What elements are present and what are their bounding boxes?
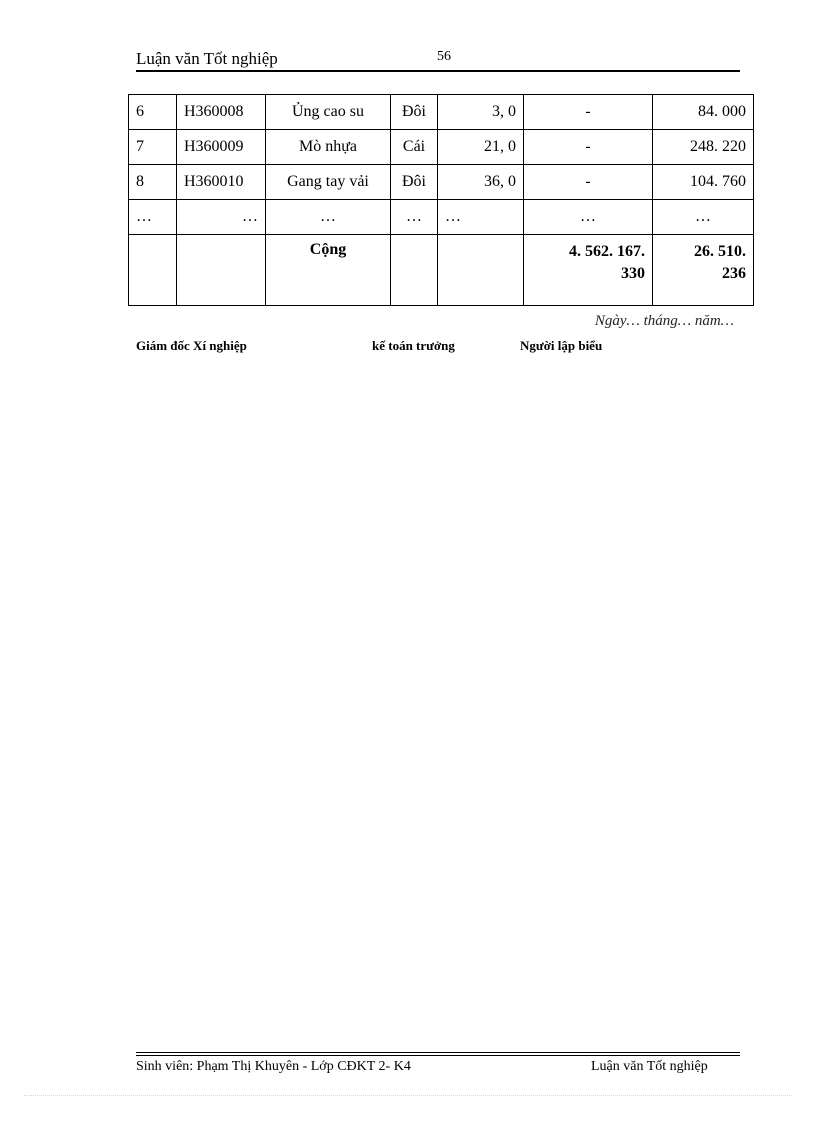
table-row xyxy=(129,130,754,165)
cell-value-b: 248. 220 xyxy=(653,130,754,165)
footer-rule xyxy=(136,1055,740,1056)
date-line: Ngày… tháng… năm… xyxy=(594,313,734,329)
cell-quantity: 36, 0 xyxy=(438,165,524,200)
cell-unit: Cái xyxy=(391,130,438,165)
footer-rule xyxy=(136,1052,740,1053)
signature-chief-accountant: kế toán trưởng xyxy=(372,338,455,353)
cell-empty xyxy=(129,235,177,306)
cell-ellipsis: … xyxy=(524,200,653,235)
total-row xyxy=(129,235,754,306)
total-value-a-line1: 4. 562. 167. xyxy=(569,243,645,260)
cell-ellipsis: … xyxy=(266,200,391,235)
table-row xyxy=(129,165,754,200)
total-value-b-line2: 236 xyxy=(722,265,746,282)
total-value-a-line2: 330 xyxy=(621,265,645,282)
cell-ellipsis: … xyxy=(129,200,177,235)
cell-empty xyxy=(438,235,524,306)
cell-code: H360008 xyxy=(177,95,266,130)
cell-ellipsis: … xyxy=(653,200,754,235)
cell-item-name: Gang tay vải xyxy=(266,165,391,200)
total-value-b xyxy=(653,235,754,306)
cell-index: 7 xyxy=(129,130,177,165)
cell-code: H360010 xyxy=(177,165,266,200)
page-number: 56 xyxy=(437,49,451,64)
cell-code: H360009 xyxy=(177,130,266,165)
table-row-ellipsis xyxy=(129,200,754,235)
cell-value-a: - xyxy=(524,130,653,165)
cell-value-a: - xyxy=(524,165,653,200)
page-edge xyxy=(24,1095,792,1096)
cell-value-a: - xyxy=(524,95,653,130)
cell-ellipsis: … xyxy=(177,200,266,235)
total-value-b-line1: 26. 510. xyxy=(694,243,746,260)
cell-value-b: 104. 760 xyxy=(653,165,754,200)
cell-quantity: 3, 0 xyxy=(438,95,524,130)
cell-ellipsis: … xyxy=(438,200,524,235)
cell-unit: Đôi xyxy=(391,165,438,200)
header-title: Luận văn Tốt nghiệp xyxy=(136,49,278,68)
cell-index: 6 xyxy=(129,95,177,130)
total-value-a xyxy=(524,235,653,306)
cell-ellipsis: … xyxy=(391,200,438,235)
signature-preparer: Người lập biểu xyxy=(520,338,603,353)
cell-unit: Đôi xyxy=(391,95,438,130)
cell-quantity: 21, 0 xyxy=(438,130,524,165)
cell-index: 8 xyxy=(129,165,177,200)
ledger-table xyxy=(128,94,754,306)
table-row xyxy=(129,95,754,130)
footer-student: Sinh viên: Phạm Thị Khuyên - Lớp CĐKT 2- K4 xyxy=(136,1059,411,1074)
cell-item-name: Mò nhựa xyxy=(266,130,391,165)
signature-director: Giám đốc Xí nghiệp xyxy=(136,338,247,353)
cell-item-name: Ủng cao su xyxy=(266,95,391,130)
total-label: Cộng xyxy=(266,235,391,306)
header-rule xyxy=(136,70,740,72)
cell-empty xyxy=(177,235,266,306)
cell-value-b: 84. 000 xyxy=(653,95,754,130)
footer-title: Luận văn Tốt nghiệp xyxy=(591,1059,708,1074)
cell-empty xyxy=(391,235,438,306)
